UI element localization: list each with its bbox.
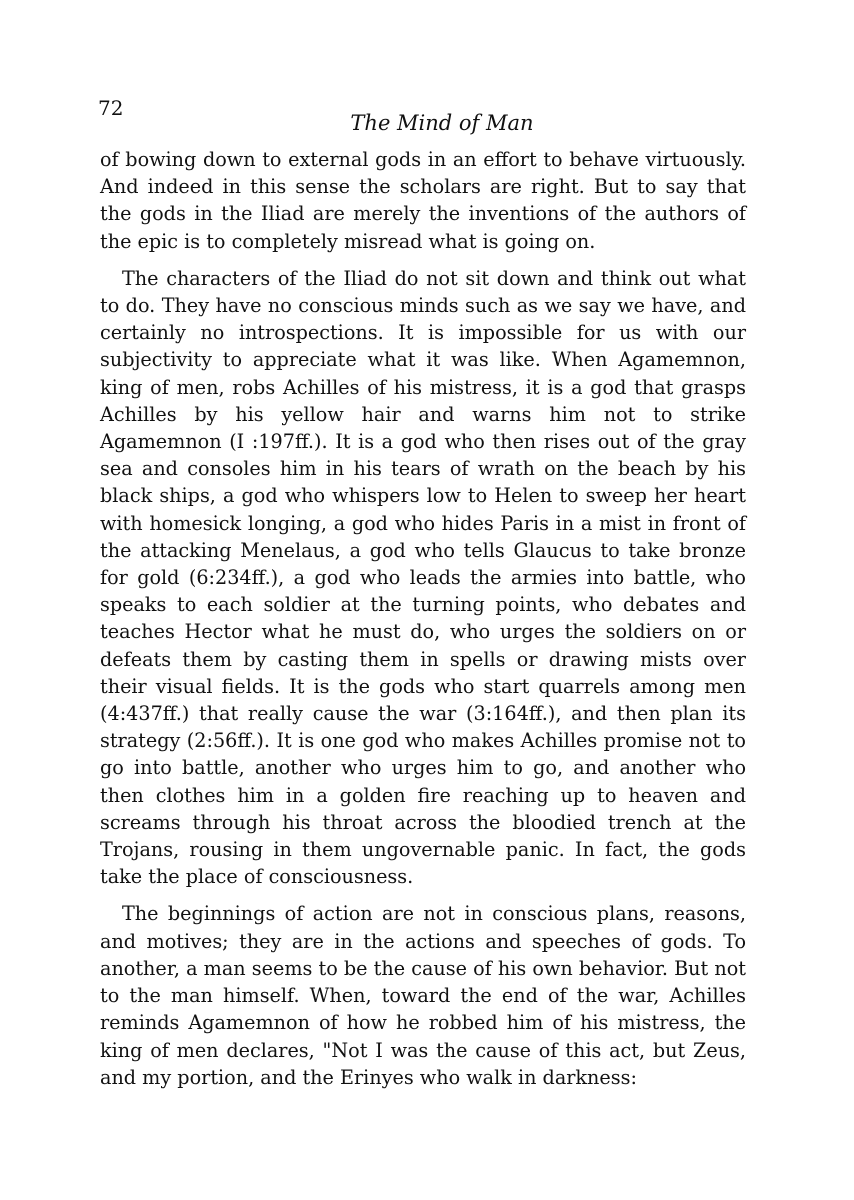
running-head-title: The Mind of Man xyxy=(350,111,534,135)
running-head xyxy=(0,110,854,136)
paragraph: The characters of the Iliad do not sit down and think out what to do. They have no conscious minds such as we say we have, and certainly no introspections. It is impossible for us with our subjectivity to appreciate what it was like. When Agamemnon, king of men, robs Achilles of his mistress, it is a god that grasps Achilles by his yellow hair and warns him not to strike Agamemnon (I :197ff.). It is a god who then rises out of the gray sea and consoles him in his tears of wrath on the beach by his black ships, a god who whispers low to Helen to sweep her heart with homesick longing, a god who hides Paris in a mist in front of the attacking Menelaus, a god who tells Glaucus to take bronze for gold (6:234ff.), a god who leads the armies into battle, who speaks to each soldier at the turning points, who debates and teaches Hector what he must do, who urges the soldiers on or defeats them by casting them in spells or drawing mists over their visual fields. It is the gods who start quarrels among men (4:437ff.) that really cause the war (3:164ff.), and then plan its strategy (2:56ff.). It is one god who makes Achilles promise not to go into battle, another who urges him to go, and another who then clothes him in a golden fire reaching up to heaven and screams through his throat across the bloodied trench at the Trojans, rousing in them ungovernable panic. In fact, the gods take the place of consciousness. xyxy=(100,266,746,889)
paragraph: The beginnings of action are not in conscious plans, reasons, and motives; they are in the actions and speeches of gods. To another, a man seems to be the cause of his own behavior. But not to the man himself. When, toward the end of the war, Achilles reminds Agamemnon of how he robbed him of his mistress, the king of men declares, "Not I was the cause of this act, but Zeus, and my portion, and the Erinyes who walk in darkness: xyxy=(100,902,746,1089)
paragraph-continued: of bowing down to external gods in an effort to behave virtuously. And indeed in this sense the scholars are right. But to say that the gods in the Iliad are merely the inventions of the authors of the epic is to completely misread what is going on. xyxy=(100,148,746,253)
page-number: 72 xyxy=(98,96,124,120)
body-text xyxy=(100,146,746,1101)
